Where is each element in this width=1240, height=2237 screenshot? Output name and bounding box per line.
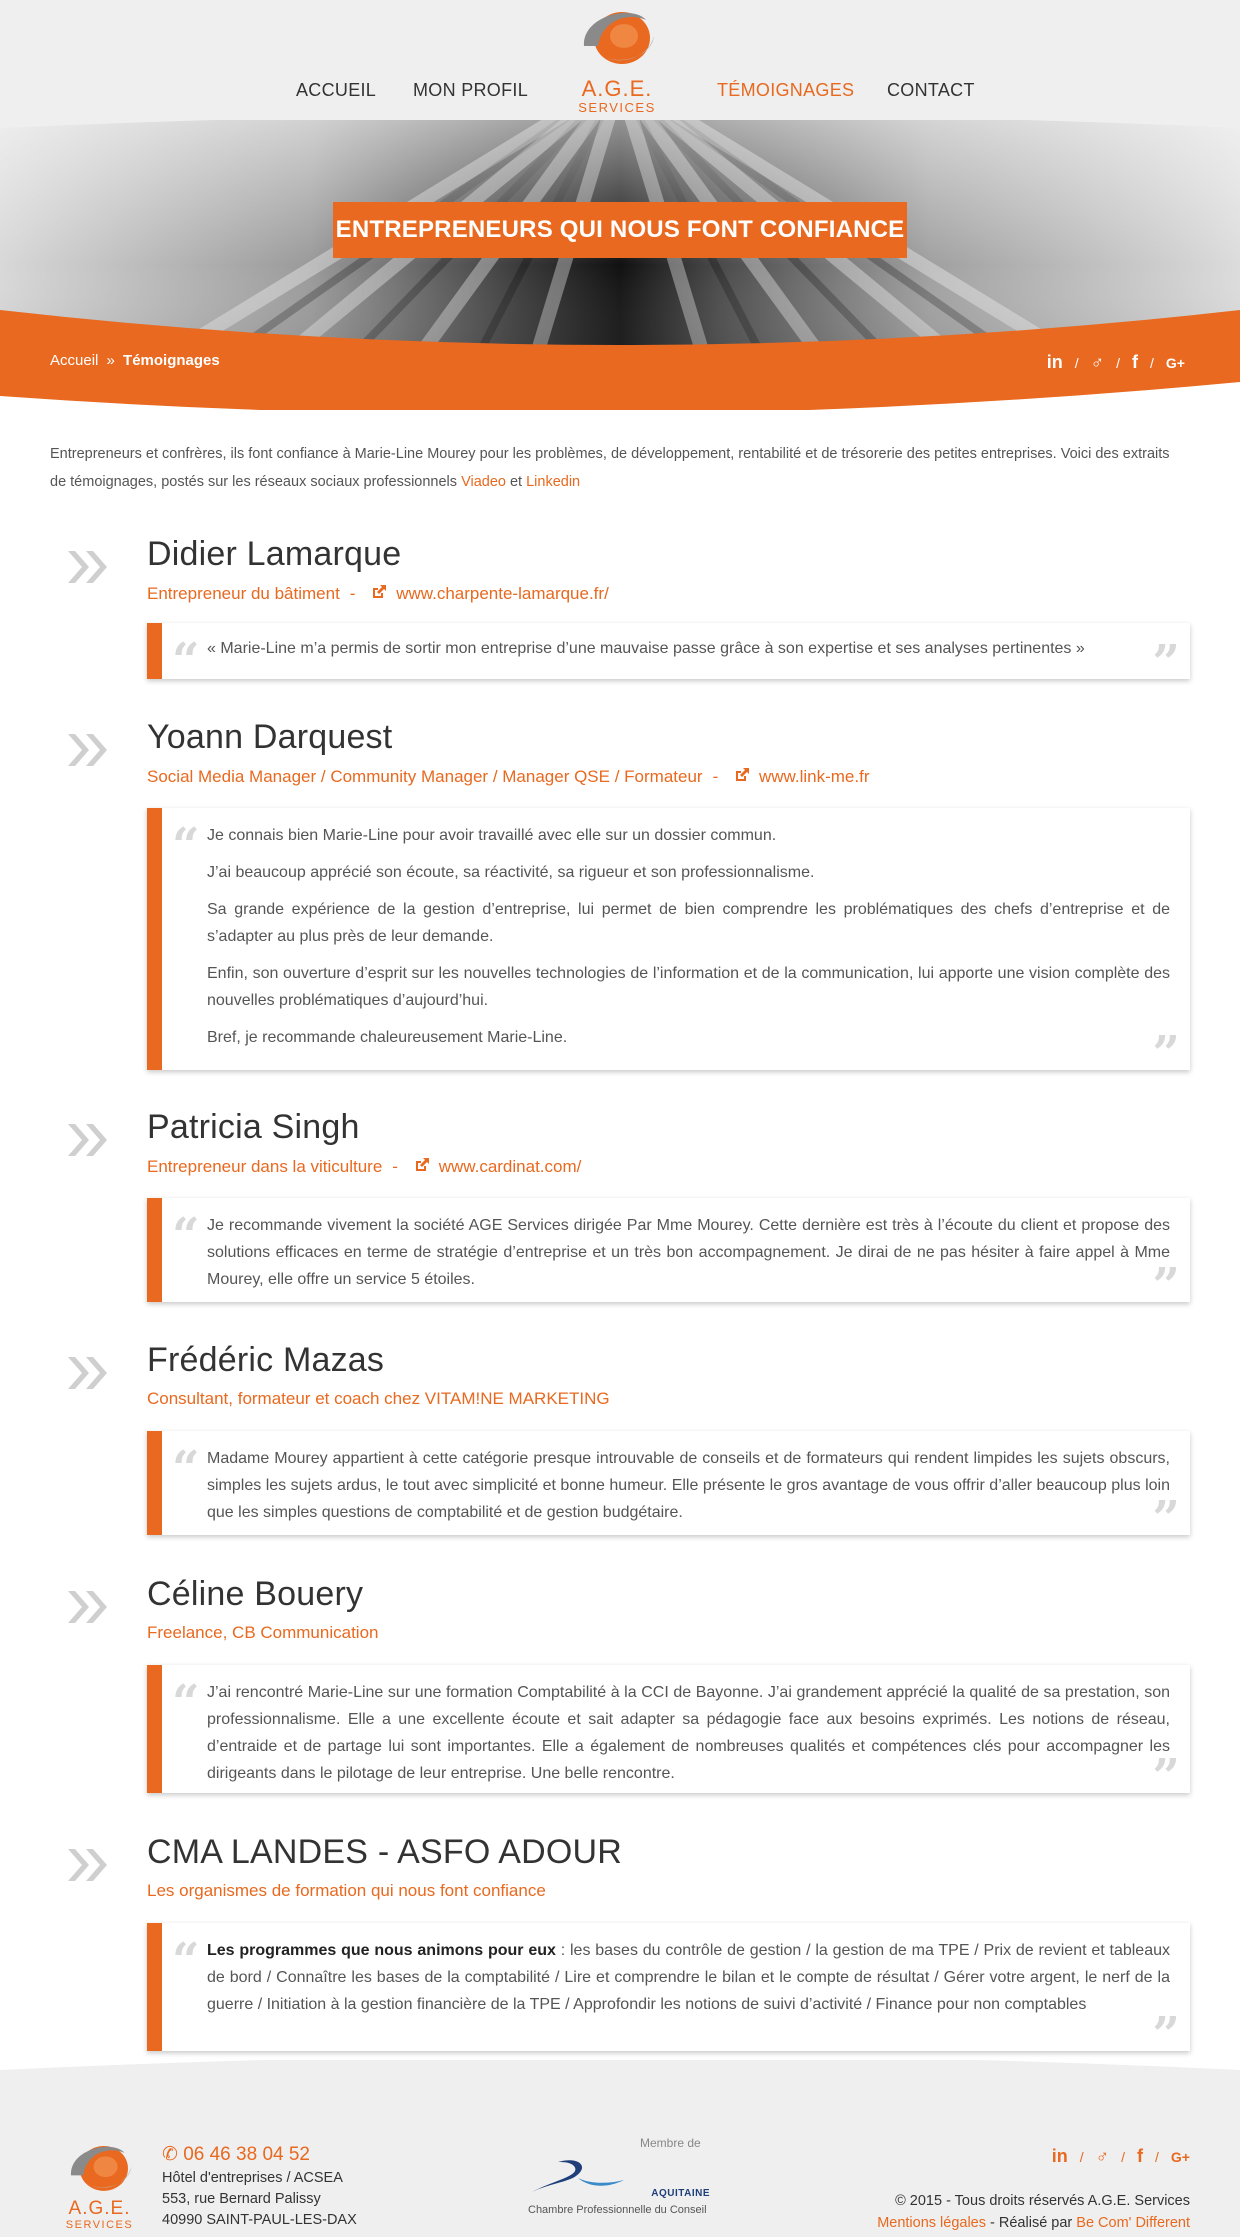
social-separator: / bbox=[1116, 354, 1121, 371]
testimonial-role: Entrepreneur du bâtiment - www.charpente-lamarque.fr/ bbox=[147, 584, 609, 603]
cpc-logo[interactable] bbox=[528, 2156, 718, 2226]
double-chevron-icon bbox=[66, 1120, 110, 1160]
testimonial-name: Didier Lamarque bbox=[147, 535, 402, 573]
footer-contact bbox=[162, 2142, 357, 2231]
quote-text: : les bases du contrôle de gestion / la gestion de ma TPE / Prix de revient et tableaux de bord / Connaître les bases de la comptabilité / Lire et comprendre le bilan et le compte de résultat / Gérer votre argent, le nerf de la guerre / Initiation à la gestion financière de la TPE / Approfondir les notions de suivi d’activité / Finance pour non comptables bbox=[207, 1942, 1170, 2013]
testimonial-name: Frédéric Mazas bbox=[147, 1341, 385, 1379]
footer-credits bbox=[877, 2212, 1190, 2234]
quote-close-icon: ” bbox=[1152, 1491, 1180, 1547]
testimonial-quote bbox=[147, 1198, 1190, 1314]
logo-swirl-icon bbox=[562, 6, 672, 76]
legal-notice-link[interactable]: Mentions légales bbox=[877, 2215, 987, 2231]
quote-bold-lead: Les programmes que nous animons pour eux bbox=[207, 1942, 556, 1959]
main-nav bbox=[0, 0, 1240, 120]
testimonial-role-text: Freelance, CB Communication bbox=[147, 1623, 379, 1642]
testimonial-name: Yoann Darquest bbox=[147, 718, 393, 756]
double-chevron-icon bbox=[66, 547, 110, 587]
quote-paragraph: Bref, je recommande chaleureusement Marie-Line. bbox=[207, 1029, 568, 1046]
viadeo-icon[interactable]: ♂ bbox=[1095, 2146, 1110, 2166]
quote-paragraph: J’ai beaucoup apprécié son écoute, sa réactivité, sa rigueur et son professionnalisme. bbox=[207, 864, 815, 881]
quote-close-icon: ” bbox=[1152, 2007, 1180, 2063]
quote-open-icon: “ bbox=[172, 818, 200, 874]
external-link-icon bbox=[413, 1156, 431, 1174]
google-plus-icon[interactable]: G+ bbox=[1165, 354, 1185, 371]
agency-link[interactable]: Be Com' Different bbox=[1076, 2215, 1190, 2231]
social-separator: / bbox=[1079, 2148, 1084, 2165]
footer-logo-age: A.G.E. bbox=[68, 2198, 131, 2219]
viadeo-icon[interactable]: ♂ bbox=[1090, 352, 1105, 372]
footer-logo[interactable] bbox=[52, 2140, 147, 2235]
linkedin-link[interactable]: Linkedin bbox=[526, 474, 581, 490]
phone-icon: ✆ bbox=[162, 2144, 178, 2165]
header-social-links bbox=[1047, 352, 1185, 373]
google-plus-icon[interactable]: G+ bbox=[1170, 2148, 1190, 2165]
site-footer bbox=[0, 2060, 1240, 2237]
facebook-icon[interactable]: f bbox=[1132, 352, 1139, 372]
testimonial-role: Entrepreneur dans la viticulture - www.cardinat.com/ bbox=[147, 1157, 582, 1176]
testimonial-quote bbox=[147, 623, 1190, 691]
facebook-icon[interactable]: f bbox=[1137, 2146, 1144, 2166]
intro-text: Entrepreneurs et confrères, ils font confiance à Marie-Line Mourey pour les problèmes, de développement, rentabilité et de trésorerie des petites entreprises. Voici des extraits de témoignages, postés sur les réseaux sociaux professionnels bbox=[50, 446, 1170, 490]
quote-open-icon: “ bbox=[172, 1675, 200, 1731]
testimonial-name: Patricia Singh bbox=[147, 1108, 360, 1146]
quote-close-icon: ” bbox=[1152, 1258, 1180, 1314]
quote-close-icon: ” bbox=[1152, 635, 1180, 691]
logo-swirl-icon bbox=[52, 2140, 147, 2202]
logo-text-services: SERVICES bbox=[578, 100, 656, 115]
quote-open-icon: “ bbox=[172, 633, 200, 689]
nav-contact[interactable]: CONTACT bbox=[887, 80, 975, 100]
footer-address-line: 40990 SAINT-PAUL-LES-DAX bbox=[162, 2212, 357, 2228]
quote-open-icon: “ bbox=[172, 1933, 200, 1989]
testimonial-website-link[interactable]: www.charpente-lamarque.fr/ bbox=[396, 584, 609, 603]
external-link-icon bbox=[370, 583, 388, 601]
footer-address-line: 553, rue Bernard Palissy bbox=[162, 2191, 321, 2207]
testimonial-quote bbox=[147, 1923, 1190, 2063]
testimonial-role-text: Entrepreneur du bâtiment bbox=[147, 584, 340, 603]
social-separator: / bbox=[1155, 2148, 1159, 2165]
testimonial-name: CMA LANDES - ASFO ADOUR bbox=[147, 1833, 623, 1871]
quote-paragraph bbox=[207, 1937, 1170, 2018]
testimonial-quote bbox=[147, 1665, 1190, 1805]
footer-phone[interactable] bbox=[162, 2142, 357, 2168]
hero-banner bbox=[0, 120, 1240, 410]
nav-temoignages[interactable]: TÉMOIGNAGES bbox=[717, 80, 855, 100]
intro-paragraph bbox=[50, 440, 1180, 496]
site-logo[interactable] bbox=[562, 6, 672, 115]
testimonial-role bbox=[147, 1881, 546, 1901]
testimonial-quote bbox=[147, 808, 1190, 1082]
logo-text-age: A.G.E. bbox=[581, 76, 653, 101]
social-separator: / bbox=[1074, 354, 1079, 371]
footer-social-links bbox=[1052, 2146, 1190, 2167]
linkedin-icon[interactable]: in bbox=[1051, 2146, 1068, 2166]
footer-phone-number: 06 46 38 04 52 bbox=[183, 2144, 310, 2165]
testimonial-quote bbox=[147, 1431, 1190, 1547]
site-header bbox=[0, 0, 1240, 120]
social-separator: / bbox=[1121, 2148, 1126, 2165]
made-by-text: - Réalisé par bbox=[986, 2215, 1077, 2231]
quote-open-icon: “ bbox=[172, 1208, 200, 1264]
double-chevron-icon bbox=[66, 1353, 110, 1393]
breadcrumb bbox=[50, 352, 220, 369]
quote-open-icon: “ bbox=[172, 1441, 200, 1497]
external-link-icon bbox=[733, 766, 751, 784]
footer-logo-services: SERVICES bbox=[65, 2219, 134, 2231]
copyright-text: © 2015 - Tous droits réservés A.G.E. Services bbox=[895, 2193, 1190, 2209]
footer-member-label: Membre de bbox=[640, 2136, 701, 2150]
quote-paragraph: Je recommande vivement la société AGE Services dirigée Par Mme Mourey. Cette dernière est très à l’écoute du client et propose des solutions efficaces en terme de stratégie d’entreprise et un très bon accompagnement. Je dirai de ne pas hésiter à faire appel à Mme Mourey, elle offre un service 5 étoiles. bbox=[207, 1217, 1170, 1288]
testimonial-website-link[interactable]: www.cardinat.com/ bbox=[438, 1157, 582, 1176]
quote-paragraph: J’ai rencontré Marie-Line sur une formation Comptabilité à la CCI de Bayonne. J’ai grandement apprécié la qualité de sa prestation, son professionnalisme. Elle a une excellente écoute et sait adapter sa pédagogie face aux besoins exprimés. Les notions de réseau, d’entraide et de partage lui sont importantes. Elle a également de nombreuses qualités et compétences clés pour accompagner les dirigeants dans le pilotage de leur entreprise. Une belle rencontre. bbox=[207, 1684, 1170, 1782]
linkedin-icon[interactable]: in bbox=[1046, 352, 1063, 372]
breadcrumb-separator: » bbox=[106, 352, 115, 369]
quote-paragraph: Enfin, son ouverture d’esprit sur les nouvelles technologies de l’information et de la communication, lui apporte une vision complète des nouvelles problématiques d’aujourd’hui. bbox=[207, 965, 1170, 1009]
breadcrumb-home[interactable]: Accueil bbox=[50, 352, 99, 369]
quote-paragraph: Sa grande expérience de la gestion d’entreprise, lui permet de bien comprendre les problématiques des chefs d’entreprise et de s’adapter au plus près de leur demande. bbox=[207, 901, 1170, 945]
double-chevron-icon bbox=[66, 1845, 110, 1885]
testimonial-website-link[interactable]: www.link-me.fr bbox=[758, 767, 870, 786]
intro-and: et bbox=[505, 474, 527, 490]
viadeo-link[interactable]: Viadeo bbox=[461, 474, 506, 490]
testimonial-role bbox=[147, 1389, 610, 1409]
cpc-region: AQUITAINE bbox=[651, 2188, 710, 2199]
double-chevron-icon bbox=[66, 730, 110, 770]
quote-paragraph: Je connais bien Marie-Line pour avoir travaillé avec elle sur un dossier commun. bbox=[207, 827, 777, 844]
testimonial-role-text: Les organismes de formation qui nous font confiance bbox=[147, 1881, 546, 1900]
nav-mon-profil[interactable]: MON PROFIL bbox=[413, 80, 529, 100]
nav-accueil[interactable]: ACCUEIL bbox=[296, 80, 377, 100]
testimonial-name: Céline Bouery bbox=[147, 1575, 364, 1613]
quote-paragraph: Madame Mourey appartient à cette catégorie presque introuvable de conseils et de formateurs qui rendent limpides les sujets obscurs, simples les sujets ardus, le tout avec simplicité et bonne humeur. Elle présente le gros avantage de vous offrir d’aller beaucoup plus loin que les simples questions de comptabilité et de gestion budgétaire. bbox=[207, 1450, 1170, 1521]
quote-paragraph: « Marie-Line m’a permis de sortir mon entreprise d’une mauvaise passe grâce à son expertise et ses analyses pertinentes » bbox=[207, 640, 1085, 657]
footer-address-line: Hôtel d'entreprises / ACSEA bbox=[162, 2170, 343, 2186]
testimonial-role: Social Media Manager / Community Manager / Manager QSE / Formateur - www.link-me.fr bbox=[147, 767, 870, 786]
hero-title: ENTREPRENEURS QUI NOUS FONT CONFIANCE bbox=[333, 202, 907, 258]
testimonial-role bbox=[147, 1623, 378, 1643]
double-chevron-icon bbox=[66, 1587, 110, 1627]
testimonial-role-text: Social Media Manager / Community Manager / Manager QSE / Formateur bbox=[147, 767, 703, 786]
quote-close-icon: ” bbox=[1152, 1026, 1180, 1082]
footer-copyright bbox=[877, 2190, 1190, 2234]
cpc-name: Chambre Professionnelle du Conseil bbox=[528, 2204, 707, 2216]
quote-close-icon: ” bbox=[1152, 1749, 1180, 1805]
testimonial-role-text: Consultant, formateur et coach chez VITAM!NE MARKETING bbox=[147, 1389, 610, 1408]
social-separator: / bbox=[1150, 354, 1154, 371]
testimonial-role-text: Entrepreneur dans la viticulture bbox=[147, 1157, 383, 1176]
breadcrumb-current: Témoignages bbox=[123, 352, 220, 369]
